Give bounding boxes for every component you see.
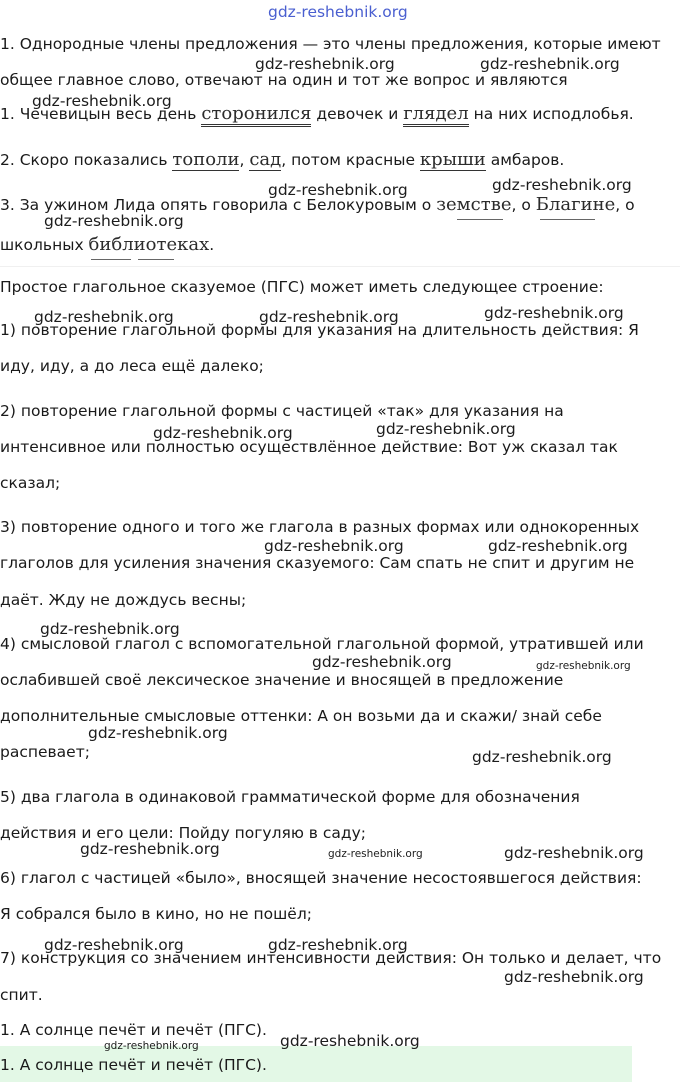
watermark: gdz-reshebnik.org xyxy=(472,748,612,766)
watermark: gdz-reshebnik.org xyxy=(80,840,220,858)
pgs-item-5: 5) два глагола в одинаковой грамматической форме для обозначения xyxy=(0,788,580,806)
watermark: gdz-reshebnik.org xyxy=(268,936,408,954)
watermark: gdz-reshebnik.org xyxy=(34,308,174,326)
watermark-top: gdz-reshebnik.org xyxy=(268,3,408,21)
watermark: gdz-reshebnik.org xyxy=(255,55,395,73)
example-3-text: . xyxy=(209,236,215,254)
example-2 xyxy=(0,150,564,171)
answer-line: 1. А солнце печёт и печёт (ПГС). xyxy=(0,1021,267,1039)
watermark: gdz-reshebnik.org xyxy=(88,724,228,742)
watermark: gdz-reshebnik.org xyxy=(259,308,399,326)
pgs-heading: Простое глагольное сказуемое (ПГС) может иметь следующее строение: xyxy=(0,278,604,296)
watermark: gdz-reshebnik.org xyxy=(268,181,408,199)
example-2-text: , потом красные xyxy=(281,151,420,169)
homogeneous-predicate: сторонился xyxy=(201,104,311,127)
homogeneous-object: библиотеках xyxy=(88,234,210,255)
example-2-text: , xyxy=(239,151,250,169)
example-3-continued xyxy=(0,235,214,255)
watermark: gdz-reshebnik.org xyxy=(44,936,184,954)
watermark: gdz-reshebnik.org xyxy=(312,653,452,671)
watermark: gdz-reshebnik.org xyxy=(44,212,184,230)
object-underline xyxy=(540,219,595,220)
pgs-item-3-cont: даёт. Жду не дождусь весны; xyxy=(0,591,247,609)
definition-line-2: общее главное слово, отвечают на один и тот же вопрос и являются xyxy=(0,71,568,89)
pgs-item-4-cont: дополнительные смысловые оттенки: А он возьми да и скажи/ знай себе xyxy=(0,707,602,725)
object-underline xyxy=(91,259,131,260)
homogeneous-object: Благине xyxy=(535,194,616,215)
definition-line-1: 1. Однородные члены предложения — это члены предложения, которые имеют xyxy=(0,35,661,53)
example-1-text: 1. Чечевицын весь день xyxy=(0,105,202,123)
pgs-item-1-cont: иду, иду, а до леса ещё далеко; xyxy=(0,357,264,375)
example-3-text: , о xyxy=(615,196,635,214)
example-3 xyxy=(0,195,635,215)
pgs-item-2: 2) повторение глагольной формы с частицей «так» для указания на xyxy=(0,402,564,420)
homogeneous-subject: сад xyxy=(249,149,282,170)
watermark: gdz-reshebnik.org xyxy=(504,968,644,986)
watermark: gdz-reshebnik.org xyxy=(264,537,404,555)
pgs-item-3-cont: глаголов для усиления значения сказуемого: Сам спать не спит и другим не xyxy=(0,554,635,572)
example-1-text: девочек и xyxy=(311,105,404,123)
section-divider xyxy=(0,266,680,267)
example-2-text: амбаров. xyxy=(485,151,565,169)
example-1 xyxy=(0,104,634,127)
object-underline xyxy=(138,259,174,260)
pgs-item-6-cont: Я собрался было в кино, но не пошёл; xyxy=(0,905,312,923)
object-underline xyxy=(457,219,503,220)
pgs-item-3: 3) повторение одного и того же глагола в разных формах или однокоренных xyxy=(0,518,640,536)
pgs-item-4: 4) смысловой глагол с вспомогательной глагольной формой, утратившей или xyxy=(0,635,644,653)
pgs-item-2-cont: сказал; xyxy=(0,474,61,492)
pgs-item-1: 1) повторение глагольной формы для указания на длительность действия: Я xyxy=(0,321,639,339)
homogeneous-object: земстве xyxy=(436,194,512,215)
watermark: gdz-reshebnik.org xyxy=(280,1032,420,1050)
homogeneous-subject: тополи xyxy=(172,149,240,170)
watermark: gdz-reshebnik.org xyxy=(484,304,624,322)
example-2-text: 2. Скоро показались xyxy=(0,151,173,169)
watermark: gdz-reshebnik.org xyxy=(492,176,632,194)
example-3-text: 3. За ужином Лида опять говорила с Белокуровым о xyxy=(0,196,437,214)
example-3-text: , о xyxy=(511,196,536,214)
pgs-item-7-cont: спит. xyxy=(0,986,43,1004)
watermark: gdz-reshebnik.org xyxy=(488,537,628,555)
example-3-text: школьных xyxy=(0,236,89,254)
example-1-text: на них исподлобья. xyxy=(468,105,634,123)
watermark-small: gdz-reshebnik.org xyxy=(104,1040,199,1052)
pgs-item-4-cont: ослабившей своё лексическое значение и вносящей в предложение xyxy=(0,671,564,689)
pgs-item-4-cont: распевает; xyxy=(0,743,90,761)
pgs-item-2-cont: интенсивное или полностью осуществлённое действие: Вот уж сказал так xyxy=(0,438,618,456)
pgs-item-5-cont: действия и его цели: Пойду погуляю в саду; xyxy=(0,824,367,842)
homogeneous-subject: крыши xyxy=(419,149,486,170)
pgs-item-7: 7) конструкция со значением интенсивности действия: Он только и делает, что xyxy=(0,949,662,967)
watermark: gdz-reshebnik.org xyxy=(480,55,620,73)
watermark: gdz-reshebnik.org xyxy=(32,92,172,110)
pgs-item-6: 6) глагол с частицей «было», вносящей значение несостоявшегося действия: xyxy=(0,869,642,887)
watermark: gdz-reshebnik.org xyxy=(504,844,644,862)
watermark: gdz-reshebnik.org xyxy=(153,424,293,442)
watermark: gdz-reshebnik.org xyxy=(376,420,516,438)
homogeneous-predicate: глядел xyxy=(403,104,468,127)
watermark: gdz-reshebnik.org xyxy=(40,620,180,638)
watermark-small: gdz-reshebnik.org xyxy=(328,848,423,860)
answer-line-highlighted: 1. А солнце печёт и печёт (ПГС). xyxy=(0,1056,267,1074)
watermark-small: gdz-reshebnik.org xyxy=(536,660,631,672)
